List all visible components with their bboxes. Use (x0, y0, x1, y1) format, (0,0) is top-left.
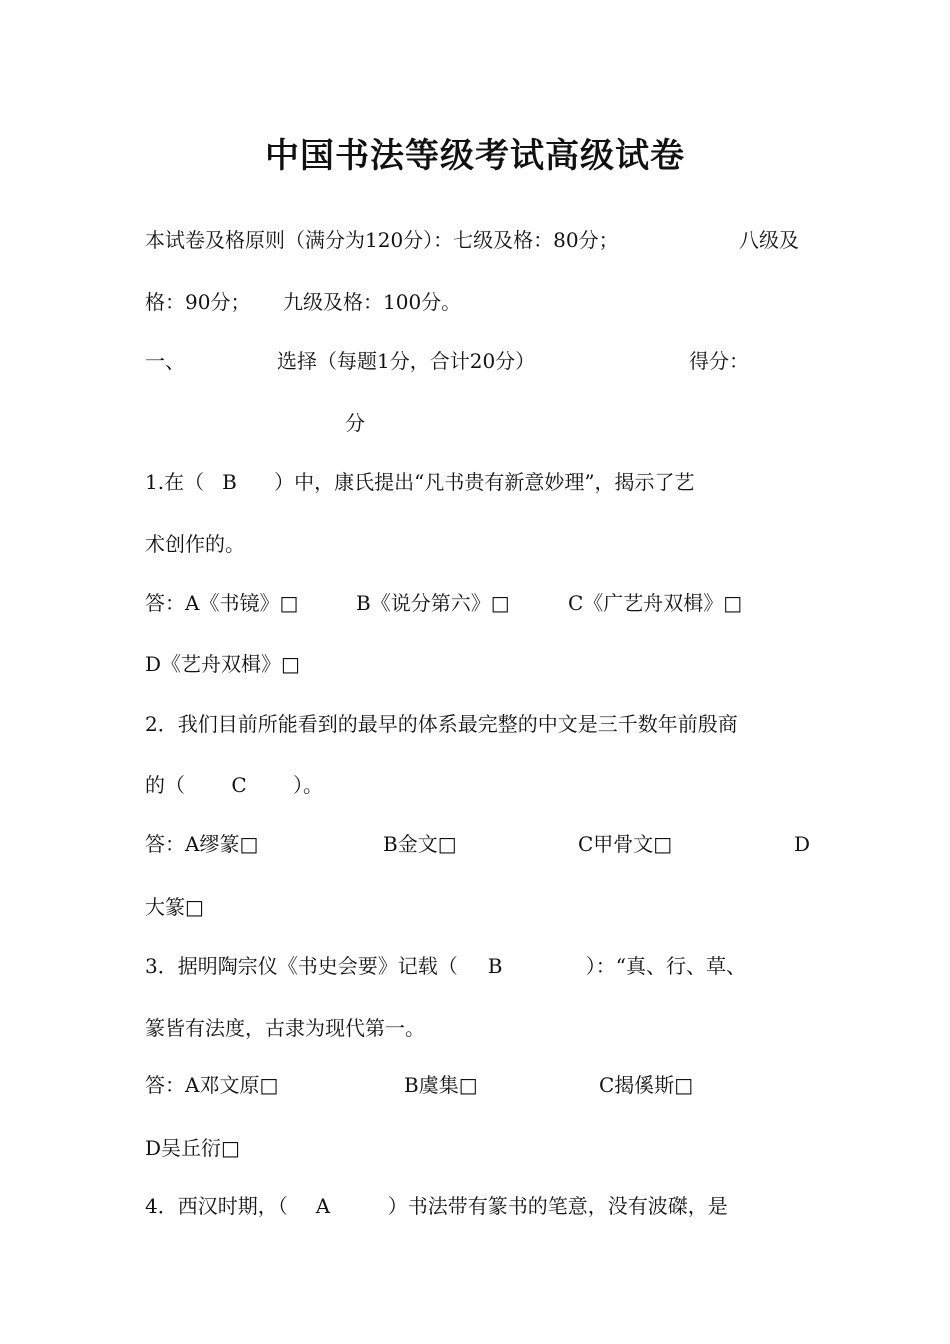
question-1-stem (145, 468, 695, 496)
question-3-option-a: 答：A邓文原□ (145, 1073, 279, 1097)
question-1-option-a: 答：A《书镜》□ (145, 591, 299, 615)
question-4-stem (145, 1192, 728, 1220)
question-2-stem-line2 (145, 771, 323, 799)
section-title: 选择（每题1分，合计20分） (277, 349, 536, 373)
question-1-stem-post: ）中，康氏提出“凡书贵有新意妙理”，揭示了艺 (274, 470, 695, 494)
question-2-option-d-letter: D (794, 832, 811, 856)
question-1-option-b: B《说分第六》□ (356, 591, 510, 615)
question-3-option-d: D吴丘衍□ (145, 1136, 240, 1160)
question-1-option-d: D《艺舟双楫》□ (145, 652, 300, 676)
section-score-label: 得分： (689, 349, 749, 373)
intro-text-line2: 格：90分； (145, 290, 251, 314)
question-3-answer: B (487, 954, 503, 978)
question-4-stem-pre: 4．西汉时期，（ (145, 1194, 288, 1218)
question-3-option-c: C揭傒斯□ (599, 1073, 694, 1097)
question-2-option-d: 大篆□ (145, 895, 204, 919)
question-4-stem-post: ）书法带有篆书的笔意，没有波磔，是 (387, 1194, 728, 1218)
intro-text-line1: 本试卷及格原则（满分为120分）：七级及格：80分； (145, 228, 619, 252)
intro-text-line1-end: 八级及 (739, 228, 799, 252)
question-3-stem-line2: 篆皆有法度，古隶为现代第一。 (145, 1016, 425, 1040)
question-2-stem-post: ）。 (293, 773, 323, 797)
question-2-stem: 2．我们目前所能看到的最早的体系最完整的中文是三千数年前殷商 (145, 712, 738, 736)
question-1-stem-line2: 术创作的。 (145, 532, 245, 556)
intro-text-line2-end: 九级及格：100分。 (283, 290, 462, 314)
question-3-stem-pre: 3．据明陶宗仪《书史会要》记载（ (145, 954, 458, 978)
question-2-stem-pre: 的（ (145, 773, 185, 797)
question-1-option-c: C《广艺舟双楫》□ (568, 591, 743, 615)
section-number: 一、 (145, 349, 185, 373)
question-3-stem (145, 952, 746, 980)
page-title: 中国书法等级考试高级试卷 (265, 136, 685, 176)
question-1-stem-pre: 1.在（ (145, 470, 205, 494)
question-3-option-b: B虞集□ (404, 1073, 478, 1097)
question-4-answer: A (315, 1194, 331, 1218)
question-2-option-c: C甲骨文□ (578, 832, 673, 856)
question-2-answer: C (231, 773, 247, 797)
question-2-option-a: 答：A缪篆□ (145, 832, 259, 856)
question-2-option-b: B金文□ (383, 832, 457, 856)
section-score-unit: 分 (345, 411, 365, 435)
question-1-answer: B (222, 470, 237, 494)
question-3-stem-post: ）：“真、行、草、 (585, 954, 746, 978)
